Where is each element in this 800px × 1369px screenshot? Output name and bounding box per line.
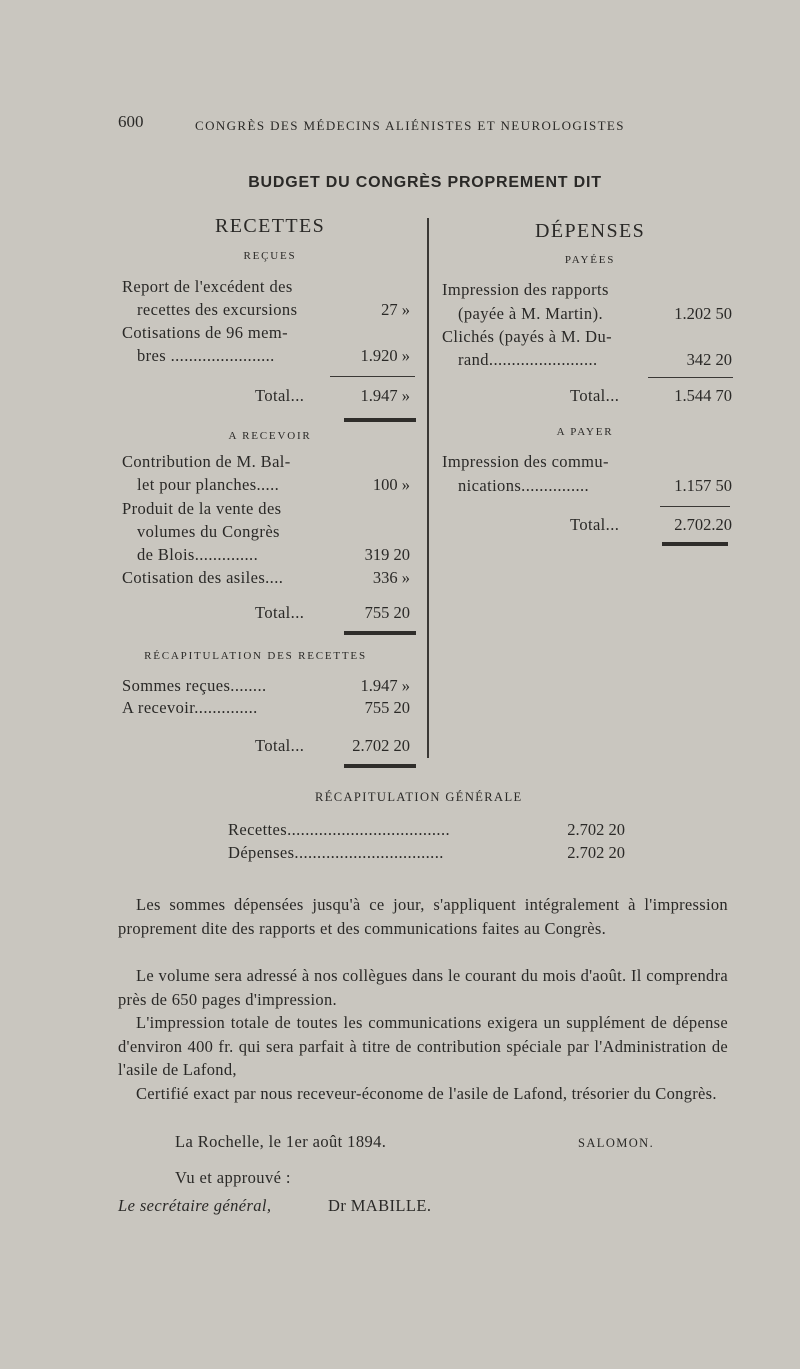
running-head: CONGRÈS DES MÉDECINS ALIÉNISTES ET NEUROLOGISTES [195,118,625,133]
recap-item-2-label: A recevoir.............. [122,698,258,717]
recette-item-2-line2: bres ....................... [137,346,275,365]
recap-item-2-amount: 755 20 [364,698,410,717]
recap-total: 2.702 20 [352,736,410,755]
depense-item-2-line2: rand........................ [458,350,598,369]
signer-name: SALOMON. [578,1136,655,1150]
recette-item-1-line1: Report de l'excédent des [122,277,293,296]
recevoir-item-1-amount: 100 » [372,475,410,494]
page-title: BUDGET DU CONGRÈS PROPREMENT DIT [248,174,602,191]
recap-generale-depenses-label: Dépenses................................. [228,843,444,862]
recevoir-item-2-line1: Produit de la vente des [122,499,282,518]
column-divider [427,218,429,758]
depense-item-1-line2: (payée à M. Martin). [458,304,603,323]
depense-item-1-line1: Impression des rapports [442,280,609,299]
payer-item-1-amount: 1.157 50 [674,476,732,495]
recues-total: 1.947 » [360,386,410,405]
approval-line: Vu et approuvé : [175,1168,291,1187]
subtotal-rule [648,377,733,378]
recevoir-item-1-line2: let pour planches..... [137,475,280,494]
payer-total: 2.702.20 [674,515,732,534]
recevoir-subheading: A RECEVOIR [228,430,312,442]
recevoir-item-2-line3: de Blois.............. [137,545,259,564]
secretary-name: Dr MABILLE. [328,1196,432,1215]
paragraph-2: Le volume sera adressé à nos collègues dans le courant du mois d'août. Il comprendra près de 650 pages d'impression. [118,966,728,1009]
depense-item-2-line1: Clichés (payés à M. Du- [442,327,613,346]
recevoir-total-label: Total... [255,603,305,622]
recap-generale-depenses-amount: 2.702 20 [567,843,625,862]
page-number: 600 [118,112,144,131]
recap-total-label: Total... [255,736,305,755]
recette-item-1-line2: recettes des excursions [137,300,298,319]
subtotal-rule [330,376,415,377]
recette-item-1-amount: 27 » [381,300,410,319]
recevoir-item-3-line1: Cotisation des asiles.... [122,568,284,587]
payer-item-1-line2: nications............... [458,476,590,495]
depense-item-1-amount: 1.202 50 [674,304,732,323]
paragraph-3: L'impression totale de toutes les communications exigera un supplément de dépense d'environ 400 fr. qui sera parfait à titre de contribution spéciale par l'Administration de l'asile de Lafond, [118,1013,728,1079]
recap-generale-heading: RÉCAPITULATION GÉNÉRALE [315,790,523,804]
subtotal-rule [660,506,730,507]
secretary-role: Le secrétaire général, [118,1196,272,1215]
total-rule [344,764,416,768]
total-rule [344,631,416,635]
recette-item-2-amount: 1.920 » [360,346,410,365]
recevoir-total: 755 20 [364,603,410,622]
depenses-heading: DÉPENSES [535,220,646,242]
recevoir-item-2-amount: 319 20 [364,545,410,564]
payees-total-label: Total... [570,386,620,405]
payer-item-1-line1: Impression des commu- [442,452,609,471]
recevoir-item-1-line1: Contribution de M. Bal- [122,452,291,471]
recap-generale-recettes-label: Recettes.................................... [228,820,450,839]
recettes-heading: RECETTES [215,215,326,237]
total-rule [344,418,416,422]
payer-total-label: Total... [570,515,620,534]
recues-subheading: REÇUES [243,250,297,262]
paragraph-1: Les sommes dépensées jusqu'à ce jour, s'appliquent intégralement à l'impression proprement dite des rapports et des communications faites au Congrès. [118,895,728,938]
depense-item-2-amount: 342 20 [686,350,732,369]
recap-recettes-heading: RÉCAPITULATION DES RECETTES [144,650,367,662]
recevoir-item-2-line2: volumes du Congrès [137,522,280,541]
recevoir-item-3-amount: 336 » [372,568,410,587]
place-date: La Rochelle, le 1er août 1894. [175,1132,387,1151]
recap-generale-recettes-amount: 2.702 20 [567,820,625,839]
total-rule [662,542,728,546]
recette-item-2-line1: Cotisations de 96 mem- [122,323,288,342]
payees-total: 1.544 70 [674,386,732,405]
payees-subheading: PAYÉES [564,254,616,266]
payer-subheading: A PAYER [556,426,614,438]
recap-item-1-amount: 1.947 » [360,676,410,695]
recap-item-1-label: Sommes reçues........ [122,676,267,695]
paragraph-4: Certifié exact par nous receveur-économe de l'asile de Lafond, trésorier du Congrès. [136,1084,717,1103]
recues-total-label: Total... [255,386,305,405]
